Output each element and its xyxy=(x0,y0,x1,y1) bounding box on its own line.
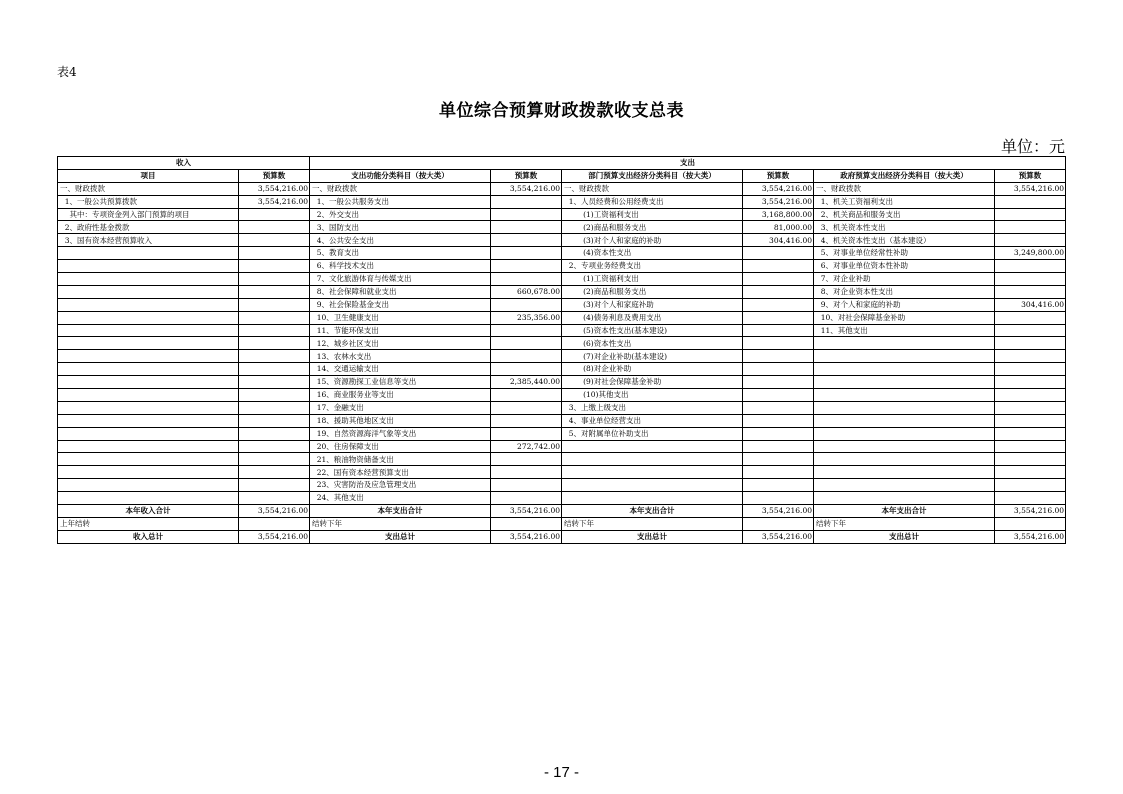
item-cell: 15、资源勘探工业信息等支出 xyxy=(310,376,491,389)
income-header: 收入 xyxy=(58,157,310,170)
amount-cell xyxy=(995,324,1066,337)
item-cell: 3、国防支出 xyxy=(310,221,491,234)
amount-cell xyxy=(491,221,562,234)
item-cell: 一、财政拨款 xyxy=(562,182,743,195)
table-row xyxy=(58,324,1066,337)
item-cell: 2、专项业务经费支出 xyxy=(562,260,743,273)
table-row xyxy=(58,427,1066,440)
table-row xyxy=(58,479,1066,492)
amount-cell xyxy=(491,324,562,337)
item-cell xyxy=(58,350,239,363)
table-row xyxy=(58,414,1066,427)
amount-cell xyxy=(239,208,310,221)
amount-cell xyxy=(239,273,310,286)
amount-cell xyxy=(995,311,1066,324)
amount-cell xyxy=(239,350,310,363)
item-cell xyxy=(814,337,995,350)
item-cell: (8)对企业补助 xyxy=(562,363,743,376)
amount-cell xyxy=(491,195,562,208)
item-cell: 5、教育支出 xyxy=(310,247,491,260)
amount-cell xyxy=(491,247,562,260)
item-cell: 3、机关资本性支出 xyxy=(814,221,995,234)
item-cell: 结转下年 xyxy=(562,517,743,530)
amount-cell: 3,554,216.00 xyxy=(491,530,562,543)
item-cell: 支出总计 xyxy=(814,530,995,543)
amount-cell xyxy=(743,337,814,350)
amount-cell: 660,678.00 xyxy=(491,285,562,298)
amount-cell xyxy=(743,298,814,311)
item-cell xyxy=(58,427,239,440)
amount-cell xyxy=(995,221,1066,234)
amount-cell xyxy=(743,324,814,337)
item-cell: 11、其他支出 xyxy=(814,324,995,337)
table-row xyxy=(58,492,1066,505)
amount-cell xyxy=(491,208,562,221)
amount-cell xyxy=(995,427,1066,440)
amount-cell xyxy=(239,466,310,479)
amount-cell xyxy=(239,260,310,273)
item-cell: (3)对个人和家庭补助 xyxy=(562,298,743,311)
amount-cell xyxy=(995,260,1066,273)
amount-cell: 3,554,216.00 xyxy=(239,182,310,195)
header-row-sections xyxy=(58,157,1066,170)
amount-cell xyxy=(743,517,814,530)
item-cell: (1)工资福利支出 xyxy=(562,208,743,221)
amount-cell: 3,554,216.00 xyxy=(995,505,1066,518)
item-cell: (2)商品和服务支出 xyxy=(562,285,743,298)
annual-total-row xyxy=(58,505,1066,518)
item-cell: 结转下年 xyxy=(310,517,491,530)
amount-cell xyxy=(743,427,814,440)
amount-cell xyxy=(239,234,310,247)
item-cell: 4、机关资本性支出（基本建设） xyxy=(814,234,995,247)
amount-cell: 3,554,216.00 xyxy=(995,530,1066,543)
table-row xyxy=(58,208,1066,221)
amount-cell xyxy=(239,479,310,492)
header-row-columns xyxy=(58,169,1066,182)
amount-cell xyxy=(239,298,310,311)
amount-cell xyxy=(995,479,1066,492)
amount-cell xyxy=(239,324,310,337)
col-header: 项目 xyxy=(58,169,239,182)
item-cell xyxy=(562,466,743,479)
item-cell: 1、机关工资福利支出 xyxy=(814,195,995,208)
item-cell xyxy=(562,479,743,492)
item-cell: 本年支出合计 xyxy=(310,505,491,518)
item-cell: 1、一般公共服务支出 xyxy=(310,195,491,208)
col-header: 支出功能分类科目（按大类） xyxy=(310,169,491,182)
table-row xyxy=(58,337,1066,350)
item-cell xyxy=(814,427,995,440)
col-header: 预算数 xyxy=(995,169,1066,182)
table-row xyxy=(58,260,1066,273)
amount-cell xyxy=(995,208,1066,221)
item-cell: 19、自然资源海洋气象等支出 xyxy=(310,427,491,440)
table-row xyxy=(58,453,1066,466)
item-cell xyxy=(58,247,239,260)
table-row xyxy=(58,376,1066,389)
amount-cell xyxy=(239,453,310,466)
item-cell: 一、财政拨款 xyxy=(814,182,995,195)
amount-cell xyxy=(743,479,814,492)
item-cell xyxy=(58,414,239,427)
item-cell: 14、交通运输支出 xyxy=(310,363,491,376)
item-cell xyxy=(814,389,995,402)
amount-cell xyxy=(743,414,814,427)
item-cell: 支出总计 xyxy=(310,530,491,543)
item-cell: (4)资本性支出 xyxy=(562,247,743,260)
table-row xyxy=(58,221,1066,234)
col-header: 政府预算支出经济分类科目（按大类） xyxy=(814,169,995,182)
item-cell: 9、对个人和家庭的补助 xyxy=(814,298,995,311)
amount-cell xyxy=(491,234,562,247)
amount-cell xyxy=(743,350,814,363)
amount-cell: 272,742.00 xyxy=(491,440,562,453)
amount-cell xyxy=(743,260,814,273)
item-cell xyxy=(58,440,239,453)
amount-cell xyxy=(743,376,814,389)
amount-cell xyxy=(239,389,310,402)
item-cell: 12、城乡社区支出 xyxy=(310,337,491,350)
amount-cell xyxy=(491,414,562,427)
amount-cell xyxy=(239,363,310,376)
item-cell: (3)对个人和家庭的补助 xyxy=(562,234,743,247)
item-cell: 11、节能环保支出 xyxy=(310,324,491,337)
amount-cell: 3,554,216.00 xyxy=(239,505,310,518)
item-cell xyxy=(562,440,743,453)
item-cell xyxy=(58,492,239,505)
item-cell xyxy=(58,466,239,479)
item-cell: (10)其他支出 xyxy=(562,389,743,402)
col-header: 预算数 xyxy=(491,169,562,182)
item-cell: 18、援助其他地区支出 xyxy=(310,414,491,427)
amount-cell xyxy=(743,247,814,260)
item-cell xyxy=(814,414,995,427)
amount-cell xyxy=(995,234,1066,247)
item-cell: 上年结转 xyxy=(58,517,239,530)
amount-cell: 304,416.00 xyxy=(995,298,1066,311)
budget-table xyxy=(57,156,1066,544)
item-cell: 16、商业服务业等支出 xyxy=(310,389,491,402)
table-row xyxy=(58,363,1066,376)
item-cell xyxy=(814,492,995,505)
item-cell xyxy=(58,389,239,402)
amount-cell: 3,554,216.00 xyxy=(491,505,562,518)
table-row xyxy=(58,466,1066,479)
item-cell: 4、公共安全支出 xyxy=(310,234,491,247)
amount-cell xyxy=(743,453,814,466)
amount-cell: 3,554,216.00 xyxy=(239,195,310,208)
amount-cell xyxy=(743,363,814,376)
amount-cell: 3,168,800.00 xyxy=(743,208,814,221)
table-row xyxy=(58,298,1066,311)
table-row xyxy=(58,401,1066,414)
item-cell: (7)对企业补助(基本建设) xyxy=(562,350,743,363)
amount-cell xyxy=(491,401,562,414)
item-cell: (5)资本性支出(基本建设) xyxy=(562,324,743,337)
item-cell xyxy=(58,324,239,337)
amount-cell xyxy=(239,401,310,414)
amount-cell xyxy=(239,221,310,234)
item-cell: 7、文化旅游体育与传媒支出 xyxy=(310,273,491,286)
amount-cell xyxy=(743,401,814,414)
item-cell: 10、卫生健康支出 xyxy=(310,311,491,324)
grand-total-row xyxy=(58,530,1066,543)
amount-cell xyxy=(995,453,1066,466)
table-row xyxy=(58,285,1066,298)
amount-cell xyxy=(491,298,562,311)
amount-cell: 3,249,800.00 xyxy=(995,247,1066,260)
amount-cell xyxy=(239,427,310,440)
amount-cell xyxy=(743,285,814,298)
item-cell xyxy=(58,298,239,311)
amount-cell xyxy=(995,285,1066,298)
amount-cell xyxy=(491,337,562,350)
item-cell: (1)工资福利支出 xyxy=(562,273,743,286)
item-cell: 本年支出合计 xyxy=(814,505,995,518)
item-cell xyxy=(562,492,743,505)
amount-cell xyxy=(491,350,562,363)
item-cell: (2)商品和服务支出 xyxy=(562,221,743,234)
item-cell: (6)资本性支出 xyxy=(562,337,743,350)
item-cell: 收入总计 xyxy=(58,530,239,543)
amount-cell: 3,554,216.00 xyxy=(239,530,310,543)
item-cell xyxy=(814,453,995,466)
amount-cell xyxy=(239,376,310,389)
amount-cell xyxy=(995,337,1066,350)
amount-cell xyxy=(491,260,562,273)
amount-cell: 3,554,216.00 xyxy=(743,505,814,518)
item-cell: 1、一般公共预算拨款 xyxy=(58,195,239,208)
item-cell: 4、事业单位经营支出 xyxy=(562,414,743,427)
item-cell: (9)对社会保障基金补助 xyxy=(562,376,743,389)
item-cell: 13、农林水支出 xyxy=(310,350,491,363)
item-cell: 本年支出合计 xyxy=(562,505,743,518)
table-row xyxy=(58,182,1066,195)
col-header: 部门预算支出经济分类科目（按大类） xyxy=(562,169,743,182)
item-cell xyxy=(814,363,995,376)
amount-cell: 81,000.00 xyxy=(743,221,814,234)
amount-cell xyxy=(995,414,1066,427)
item-cell: 9、社会保险基金支出 xyxy=(310,298,491,311)
amount-cell xyxy=(995,376,1066,389)
item-cell: 8、对企业资本性支出 xyxy=(814,285,995,298)
item-cell: 一、财政拨款 xyxy=(310,182,491,195)
item-cell xyxy=(58,311,239,324)
amount-cell xyxy=(239,311,310,324)
amount-cell xyxy=(239,517,310,530)
amount-cell xyxy=(239,285,310,298)
item-cell: 5、对附属单位补助支出 xyxy=(562,427,743,440)
amount-cell xyxy=(995,466,1066,479)
expense-header: 支出 xyxy=(310,157,1066,170)
item-cell: 7、对企业补助 xyxy=(814,273,995,286)
amount-cell xyxy=(743,466,814,479)
table-row xyxy=(58,350,1066,363)
item-cell: 20、住房保障支出 xyxy=(310,440,491,453)
amount-cell: 3,554,216.00 xyxy=(995,182,1066,195)
amount-cell: 3,554,216.00 xyxy=(743,182,814,195)
item-cell xyxy=(814,466,995,479)
item-cell xyxy=(58,401,239,414)
amount-cell xyxy=(995,363,1066,376)
amount-cell xyxy=(743,492,814,505)
table-row xyxy=(58,389,1066,402)
item-cell: 17、金融支出 xyxy=(310,401,491,414)
item-cell: 10、对社会保障基金补助 xyxy=(814,311,995,324)
amount-cell xyxy=(995,350,1066,363)
item-cell xyxy=(58,363,239,376)
amount-cell xyxy=(995,440,1066,453)
amount-cell xyxy=(995,517,1066,530)
amount-cell xyxy=(239,337,310,350)
amount-cell xyxy=(239,492,310,505)
amount-cell: 3,554,216.00 xyxy=(491,182,562,195)
amount-cell xyxy=(995,401,1066,414)
table-row xyxy=(58,440,1066,453)
unit-label: 单位：元 xyxy=(1000,137,1065,156)
amount-cell xyxy=(491,517,562,530)
item-cell xyxy=(58,376,239,389)
item-cell: 5、对事业单位经常性补助 xyxy=(814,247,995,260)
amount-cell: 3,554,216.00 xyxy=(743,195,814,208)
item-cell: 23、灾害防治及应急管理支出 xyxy=(310,479,491,492)
item-cell: 3、国有资本经营预算收入 xyxy=(58,234,239,247)
item-cell xyxy=(58,337,239,350)
item-cell xyxy=(58,273,239,286)
item-cell: 一、财政拨款 xyxy=(58,182,239,195)
amount-cell xyxy=(491,273,562,286)
item-cell: 2、机关商品和服务支出 xyxy=(814,208,995,221)
amount-cell xyxy=(491,466,562,479)
item-cell: 支出总计 xyxy=(562,530,743,543)
table-row xyxy=(58,234,1066,247)
amount-cell xyxy=(491,479,562,492)
item-cell: 1、人员经费和公用经费支出 xyxy=(562,195,743,208)
table-row xyxy=(58,247,1066,260)
amount-cell xyxy=(743,440,814,453)
item-cell xyxy=(814,440,995,453)
item-cell: 6、科学技术支出 xyxy=(310,260,491,273)
table-row xyxy=(58,195,1066,208)
item-cell xyxy=(814,401,995,414)
amount-cell xyxy=(491,389,562,402)
document-title: 单位综合预算财政拨款收支总表 xyxy=(439,101,684,121)
table-row xyxy=(58,311,1066,324)
col-header: 预算数 xyxy=(239,169,310,182)
item-cell: 8、社会保障和就业支出 xyxy=(310,285,491,298)
item-cell xyxy=(814,376,995,389)
amount-cell xyxy=(239,247,310,260)
item-cell: 其中：专项资金列入部门预算的项目 xyxy=(58,208,239,221)
item-cell xyxy=(58,453,239,466)
amount-cell xyxy=(995,195,1066,208)
item-cell: 2、政府性基金拨款 xyxy=(58,221,239,234)
amount-cell xyxy=(743,389,814,402)
amount-cell xyxy=(491,427,562,440)
item-cell: 22、国有资本经营预算支出 xyxy=(310,466,491,479)
table-row xyxy=(58,273,1066,286)
item-cell: 3、上缴上级支出 xyxy=(562,401,743,414)
item-cell xyxy=(58,260,239,273)
item-cell xyxy=(814,350,995,363)
item-cell: 24、其他支出 xyxy=(310,492,491,505)
amount-cell xyxy=(491,492,562,505)
amount-cell xyxy=(743,311,814,324)
amount-cell: 304,416.00 xyxy=(743,234,814,247)
amount-cell xyxy=(995,492,1066,505)
amount-cell: 2,385,440.00 xyxy=(491,376,562,389)
item-cell: 21、粮油物资储备支出 xyxy=(310,453,491,466)
amount-cell: 235,356.00 xyxy=(491,311,562,324)
item-cell xyxy=(58,285,239,298)
amount-cell xyxy=(239,440,310,453)
item-cell: 结转下年 xyxy=(814,517,995,530)
amount-cell xyxy=(491,363,562,376)
amount-cell xyxy=(995,273,1066,286)
amount-cell xyxy=(995,389,1066,402)
item-cell: (4)债务利息及费用支出 xyxy=(562,311,743,324)
item-cell: 6、对事业单位资本性补助 xyxy=(814,260,995,273)
item-cell: 本年收入合计 xyxy=(58,505,239,518)
col-header: 预算数 xyxy=(743,169,814,182)
table-number: 表4 xyxy=(57,65,77,79)
amount-cell xyxy=(743,273,814,286)
page-number: - 17 - xyxy=(543,764,579,781)
item-cell: 2、外交支出 xyxy=(310,208,491,221)
item-cell xyxy=(58,479,239,492)
amount-cell xyxy=(239,414,310,427)
amount-cell xyxy=(491,453,562,466)
carry-over-row xyxy=(58,517,1066,530)
item-cell xyxy=(814,479,995,492)
item-cell xyxy=(562,453,743,466)
amount-cell: 3,554,216.00 xyxy=(743,530,814,543)
